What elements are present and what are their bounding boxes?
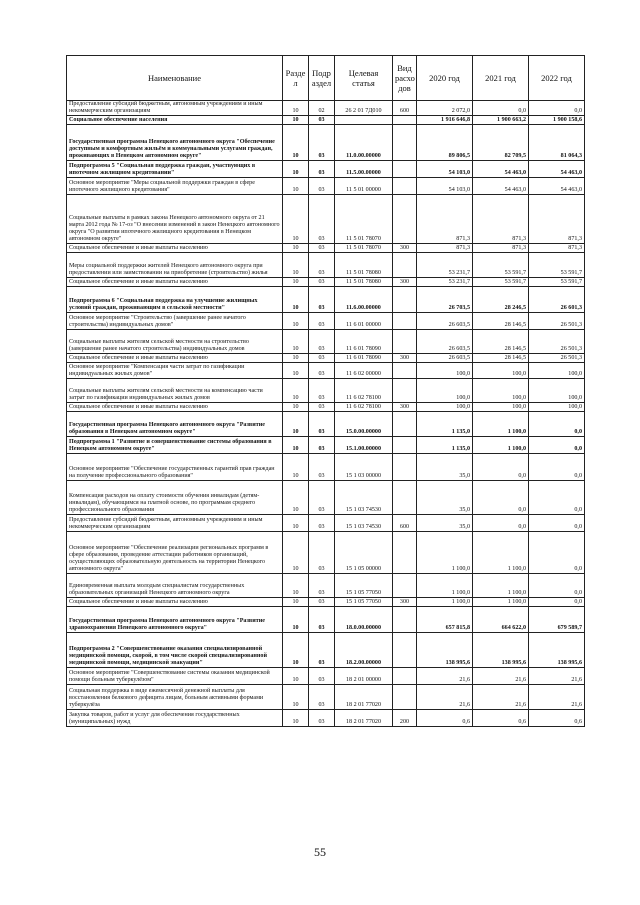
row-name: Основное мероприятие "Обеспечение государственных гарантий прав граждан на получение профессионального образования" [67, 454, 283, 481]
row-subsection: 03 [309, 598, 335, 607]
row-section: 10 [283, 515, 309, 532]
row-subsection: 03 [309, 244, 335, 253]
row-value-2021: 28 146,5 [473, 313, 529, 330]
row-target-article: 11 5 01 78070 [335, 195, 393, 244]
table-row [67, 253, 585, 278]
row-value-2020: 1 100,0 [417, 598, 473, 607]
row-subsection: 03 [309, 253, 335, 278]
row-value-2022: 0,0 [529, 574, 585, 598]
table-row [67, 125, 585, 161]
row-name: Единовременная выплата молодым специалистам государственных образовательных организаций Ненецкого автономного округа [67, 574, 283, 598]
row-name: Социальная поддержка в виде ежемесячной денежной выплаты для восстановления белкового дефицита лицам, больным активными формами туберкулёза [67, 685, 283, 710]
row-target-article: 11 6 01 78090 [335, 330, 393, 354]
row-value-2021: 53 591,7 [473, 278, 529, 287]
row-subsection: 03 [309, 454, 335, 481]
row-value-2021: 28 246,5 [473, 287, 529, 313]
row-subsection: 03 [309, 607, 335, 633]
table-row [67, 412, 585, 437]
table-row [67, 481, 585, 515]
header-name: Наименование [67, 56, 283, 101]
row-subsection: 03 [309, 532, 335, 574]
row-section: 10 [283, 403, 309, 412]
row-value-2022: 26 501,3 [529, 313, 585, 330]
row-value-2021: 1 100,0 [473, 437, 529, 454]
row-value-2021: 28 146,5 [473, 330, 529, 354]
row-target-article: 15.0.00.00000 [335, 412, 393, 437]
row-subsection: 03 [309, 668, 335, 685]
row-expense-type [393, 178, 417, 195]
row-name: Подпрограмма 5 "Социальная поддержка граждан, участвующих в ипотечном жилищном кредитовании" [67, 161, 283, 178]
table-row [67, 668, 585, 685]
row-value-2021: 871,3 [473, 244, 529, 253]
table-row [67, 178, 585, 195]
row-target-article: 11.5.00.00000 [335, 161, 393, 178]
row-value-2020: 0,6 [417, 710, 473, 727]
row-name: Предоставление субсидий бюджетным, автономным учреждениям и иным некоммерческим организациям [67, 101, 283, 116]
row-value-2020: 54 103,0 [417, 161, 473, 178]
row-value-2022: 53 591,7 [529, 253, 585, 278]
row-value-2021: 1 100,0 [473, 532, 529, 574]
row-section: 10 [283, 195, 309, 244]
page-number: 55 [314, 845, 326, 859]
row-name: Социальное обеспечение и иные выплаты населению [67, 278, 283, 287]
row-target-article: 11 5 01 78080 [335, 253, 393, 278]
row-expense-type: 600 [393, 101, 417, 116]
row-subsection: 03 [309, 633, 335, 668]
row-subsection: 03 [309, 161, 335, 178]
row-value-2022: 0,0 [529, 412, 585, 437]
row-section: 10 [283, 481, 309, 515]
row-target-article: 18.2.00.00000 [335, 633, 393, 668]
row-value-2020: 26 603,5 [417, 313, 473, 330]
header-subsection: Подр аздел [309, 56, 335, 101]
row-name: Социальные выплаты жителям сельской местности на компенсацию части затрат по газификации индивидуальных жилых домов [67, 379, 283, 403]
row-expense-type [393, 161, 417, 178]
row-value-2021: 0,0 [473, 515, 529, 532]
row-expense-type [393, 607, 417, 633]
header-year-2021: 2021 год [473, 56, 529, 101]
row-value-2022: 26 601,3 [529, 287, 585, 313]
row-value-2020: 35,0 [417, 481, 473, 515]
row-subsection: 03 [309, 403, 335, 412]
row-expense-type [393, 454, 417, 481]
table-row [67, 244, 585, 253]
row-value-2022: 21,6 [529, 668, 585, 685]
row-name: Основное мероприятие "Обеспечение реализации региональных программ в сфере образования, проведение аттестации работников организаций, осуществляющих образовательную деятельность на территории Ненецкого автономного округа" [67, 532, 283, 574]
row-value-2022: 100,0 [529, 379, 585, 403]
row-value-2020: 100,0 [417, 363, 473, 379]
row-expense-type [393, 685, 417, 710]
row-subsection: 03 [309, 515, 335, 532]
row-name: Предоставление субсидий бюджетным, автономным учреждениям и иным некоммерческим организациям [67, 515, 283, 532]
table-row [67, 532, 585, 574]
row-value-2020: 26 703,5 [417, 287, 473, 313]
row-section: 10 [283, 685, 309, 710]
row-value-2020: 35,0 [417, 454, 473, 481]
row-value-2022: 0,0 [529, 437, 585, 454]
row-name: Основное мероприятие "Совершенствование системы оказания медицинской помощи больным туберкулёзом" [67, 668, 283, 685]
table-row [67, 454, 585, 481]
row-value-2020: 138 995,6 [417, 633, 473, 668]
row-section: 10 [283, 363, 309, 379]
row-section: 10 [283, 437, 309, 454]
row-value-2020: 871,3 [417, 195, 473, 244]
row-target-article: 11 5 01 78080 [335, 278, 393, 287]
table-body [67, 101, 585, 727]
row-subsection: 03 [309, 710, 335, 727]
row-value-2020: 2 072,0 [417, 101, 473, 116]
row-value-2020: 35,0 [417, 515, 473, 532]
row-expense-type [393, 116, 417, 125]
row-value-2020: 871,3 [417, 244, 473, 253]
row-subsection: 03 [309, 363, 335, 379]
row-section: 10 [283, 161, 309, 178]
row-section: 10 [283, 125, 309, 161]
row-value-2020: 1 135,0 [417, 437, 473, 454]
header-year-2020: 2020 год [417, 56, 473, 101]
row-value-2021: 1 100,0 [473, 574, 529, 598]
row-value-2022: 21,6 [529, 685, 585, 710]
row-section: 10 [283, 244, 309, 253]
header-expense-type: Вид расхо дов [393, 56, 417, 101]
row-subsection: 03 [309, 195, 335, 244]
row-value-2021: 100,0 [473, 363, 529, 379]
row-value-2022: 26 501,3 [529, 354, 585, 363]
row-section: 10 [283, 354, 309, 363]
row-subsection: 03 [309, 278, 335, 287]
row-section: 10 [283, 574, 309, 598]
row-subsection: 03 [309, 481, 335, 515]
row-section: 10 [283, 287, 309, 313]
row-section: 10 [283, 633, 309, 668]
row-value-2022: 53 591,7 [529, 278, 585, 287]
row-subsection: 03 [309, 116, 335, 125]
row-subsection: 03 [309, 412, 335, 437]
row-expense-type [393, 125, 417, 161]
row-section: 10 [283, 253, 309, 278]
row-value-2020: 1 135,0 [417, 412, 473, 437]
row-target-article: 11 5 01 00000 [335, 178, 393, 195]
row-name: Основное мероприятие "Строительство (завершение ранее начатого строительства) индивидуальных домов" [67, 313, 283, 330]
row-value-2022: 0,6 [529, 710, 585, 727]
table-row [67, 403, 585, 412]
budget-table [66, 55, 585, 727]
row-target-article [335, 116, 393, 125]
row-value-2022: 679 589,7 [529, 607, 585, 633]
row-target-article: 18 2 01 77020 [335, 685, 393, 710]
row-expense-type: 300 [393, 598, 417, 607]
row-target-article: 11.0.00.00000 [335, 125, 393, 161]
row-section: 10 [283, 454, 309, 481]
row-section: 10 [283, 598, 309, 607]
table-row [67, 363, 585, 379]
row-value-2021: 871,3 [473, 195, 529, 244]
row-name: Подпрограмма 6 "Социальная поддержка на улучшение жилищных условий граждан, проживающим в сельской местности" [67, 287, 283, 313]
row-value-2021: 0,6 [473, 710, 529, 727]
row-value-2022: 871,3 [529, 195, 585, 244]
row-expense-type [393, 668, 417, 685]
row-target-article: 15 1 03 74530 [335, 515, 393, 532]
row-name: Социальное обеспечение и иные выплаты населению [67, 403, 283, 412]
row-expense-type [393, 379, 417, 403]
row-expense-type [393, 633, 417, 668]
row-name: Социальное обеспечение и иные выплаты населению [67, 598, 283, 607]
table-row [67, 710, 585, 727]
row-expense-type: 300 [393, 278, 417, 287]
row-value-2020: 100,0 [417, 379, 473, 403]
row-value-2020: 657 815,8 [417, 607, 473, 633]
row-subsection: 03 [309, 313, 335, 330]
row-value-2022: 0,0 [529, 481, 585, 515]
row-value-2022: 1 900 158,6 [529, 116, 585, 125]
row-expense-type [393, 437, 417, 454]
row-expense-type: 300 [393, 244, 417, 253]
row-section: 10 [283, 379, 309, 403]
row-subsection: 03 [309, 125, 335, 161]
row-section: 10 [283, 178, 309, 195]
row-value-2020: 53 231,7 [417, 278, 473, 287]
row-value-2020: 53 231,7 [417, 253, 473, 278]
row-value-2022: 54 463,0 [529, 178, 585, 195]
header-target-article: Целевая статья [335, 56, 393, 101]
row-value-2020: 21,6 [417, 668, 473, 685]
row-target-article: 11 6 01 00000 [335, 313, 393, 330]
table-row [67, 330, 585, 354]
row-name: Социальное обеспечение и иные выплаты населению [67, 354, 283, 363]
row-value-2022: 0,0 [529, 101, 585, 116]
row-value-2021: 100,0 [473, 379, 529, 403]
row-expense-type [393, 412, 417, 437]
row-value-2020: 26 603,5 [417, 330, 473, 354]
row-section: 10 [283, 607, 309, 633]
row-value-2021: 82 709,5 [473, 125, 529, 161]
row-name: Государственная программа Ненецкого автономного округа "Развитие здравоохранения Ненецкого автономного округа" [67, 607, 283, 633]
row-value-2022: 0,0 [529, 515, 585, 532]
table-row [67, 195, 585, 244]
row-value-2021: 1 100,0 [473, 598, 529, 607]
row-section: 10 [283, 330, 309, 354]
row-expense-type [393, 330, 417, 354]
row-target-article: 11 6 02 78100 [335, 379, 393, 403]
row-value-2021: 1 100,0 [473, 412, 529, 437]
row-expense-type [393, 532, 417, 574]
table-row [67, 278, 585, 287]
row-section: 10 [283, 101, 309, 116]
table-row [67, 437, 585, 454]
table-row [67, 598, 585, 607]
row-name: Меры социальной поддержки жителей Ненецкого автономного округа при предоставлении или заимствовании на приобретение (строительство) жилья [67, 253, 283, 278]
row-value-2022: 0,0 [529, 454, 585, 481]
row-value-2022: 81 064,3 [529, 125, 585, 161]
row-target-article: 15 1 05 77050 [335, 574, 393, 598]
row-value-2022: 26 501,3 [529, 330, 585, 354]
row-section: 10 [283, 532, 309, 574]
row-value-2022: 100,0 [529, 363, 585, 379]
row-name: Подпрограмма 2 "Совершенствование оказания специализированной медицинской помощи, скорой, в том числе скорой специализированной медицинской помощи, медицинской эвакуации" [67, 633, 283, 668]
row-name: Социальное обеспечение и иные выплаты населению [67, 244, 283, 253]
table-row [67, 313, 585, 330]
row-value-2020: 1 916 646,8 [417, 116, 473, 125]
row-value-2021: 0,0 [473, 101, 529, 116]
row-subsection: 03 [309, 685, 335, 710]
row-value-2022: 54 463,0 [529, 161, 585, 178]
row-target-article: 15 1 03 00000 [335, 454, 393, 481]
row-name: Социальное обеспечение населения [67, 116, 283, 125]
row-target-article: 11 6 02 00000 [335, 363, 393, 379]
row-value-2022: 0,0 [529, 598, 585, 607]
row-name: Подпрограмма 1 "Развитие и совершенствование системы образования в Ненецком автономном округе" [67, 437, 283, 454]
table-row [67, 379, 585, 403]
row-value-2022: 0,0 [529, 532, 585, 574]
row-value-2022: 100,0 [529, 403, 585, 412]
row-value-2021: 21,6 [473, 668, 529, 685]
table-row [67, 161, 585, 178]
row-subsection: 03 [309, 574, 335, 598]
row-value-2021: 21,6 [473, 685, 529, 710]
row-value-2021: 54 463,0 [473, 178, 529, 195]
row-target-article: 11.6.00.00000 [335, 287, 393, 313]
row-name: Социальные выплаты жителям сельской местности на строительство (завершение ранее начатого строительства) индивидуальных домов [67, 330, 283, 354]
row-name: Основное мероприятие "Меры социальной поддержки граждан в сфере ипотечного жилищного кредитования" [67, 178, 283, 195]
table-row [67, 515, 585, 532]
table-row [67, 685, 585, 710]
row-name: Закупка товаров, работ и услуг для обеспечения государственных (муниципальных) нужд [67, 710, 283, 727]
row-value-2021: 53 591,7 [473, 253, 529, 278]
row-name: Социальные выплаты в рамках закона Ненецкого автономного округа от 21 марта 2012 года № 17-оз "О внесении изменений в закон Ненецкого автономного округа "О развитии ипотечного жилищного кредитования в Ненецком автономном округе" [67, 195, 283, 244]
row-target-article: 11 6 01 78090 [335, 354, 393, 363]
row-expense-type [393, 574, 417, 598]
row-subsection: 03 [309, 437, 335, 454]
row-expense-type: 200 [393, 710, 417, 727]
row-value-2021: 0,0 [473, 481, 529, 515]
row-section: 10 [283, 710, 309, 727]
row-value-2021: 28 146,5 [473, 354, 529, 363]
row-name: Компенсация расходов на оплату стоимости обучения инвалидам (детям-инвалидам), обучающимся на платной основе, по программам среднего профессионального образования [67, 481, 283, 515]
row-target-article: 15.1.00.00000 [335, 437, 393, 454]
row-section: 10 [283, 313, 309, 330]
table-row [67, 354, 585, 363]
row-value-2021: 138 995,6 [473, 633, 529, 668]
table-row [67, 116, 585, 125]
table-row [67, 101, 585, 116]
row-target-article: 11 5 01 78070 [335, 244, 393, 253]
header-section: Разде л [283, 56, 309, 101]
row-name: Государственная программа Ненецкого автономного округа "Обеспечение доступным и комфортным жильём и коммунальными услугами граждан, проживающих в Ненецком автономном округе" [67, 125, 283, 161]
row-expense-type [393, 253, 417, 278]
row-expense-type: 300 [393, 403, 417, 412]
row-value-2020: 54 103,0 [417, 178, 473, 195]
row-subsection: 03 [309, 354, 335, 363]
row-target-article: 18 2 01 77020 [335, 710, 393, 727]
row-value-2020: 26 603,5 [417, 354, 473, 363]
row-value-2022: 871,3 [529, 244, 585, 253]
row-value-2020: 100,0 [417, 403, 473, 412]
header-year-2022: 2022 год [529, 56, 585, 101]
row-section: 10 [283, 116, 309, 125]
row-expense-type [393, 363, 417, 379]
row-target-article: 15 1 05 00000 [335, 532, 393, 574]
row-subsection: 03 [309, 330, 335, 354]
table-row [67, 287, 585, 313]
row-value-2021: 664 622,0 [473, 607, 529, 633]
row-target-article: 15 1 05 77050 [335, 598, 393, 607]
row-value-2022: 138 995,6 [529, 633, 585, 668]
row-name: Государственная программа Ненецкого автономного округа "Развитие образования в Ненецком автономном округе" [67, 412, 283, 437]
row-expense-type [393, 195, 417, 244]
row-subsection: 03 [309, 379, 335, 403]
row-value-2020: 21,6 [417, 685, 473, 710]
table-header-row [67, 56, 585, 101]
row-expense-type [393, 313, 417, 330]
table-row [67, 633, 585, 668]
row-expense-type: 300 [393, 354, 417, 363]
table-row [67, 607, 585, 633]
row-expense-type [393, 481, 417, 515]
row-value-2020: 89 806,5 [417, 125, 473, 161]
row-target-article: 15 1 03 74530 [335, 481, 393, 515]
row-expense-type: 600 [393, 515, 417, 532]
row-section: 10 [283, 412, 309, 437]
row-target-article: 11 6 02 78100 [335, 403, 393, 412]
row-value-2020: 1 100,0 [417, 574, 473, 598]
row-subsection: 02 [309, 101, 335, 116]
row-value-2021: 1 900 663,2 [473, 116, 529, 125]
row-expense-type [393, 287, 417, 313]
row-value-2021: 0,0 [473, 454, 529, 481]
row-section: 10 [283, 278, 309, 287]
table-row [67, 574, 585, 598]
row-target-article: 18 2 01 00000 [335, 668, 393, 685]
row-subsection: 03 [309, 287, 335, 313]
row-value-2020: 1 100,0 [417, 532, 473, 574]
row-value-2021: 54 463,0 [473, 161, 529, 178]
row-subsection: 03 [309, 178, 335, 195]
row-name: Основное мероприятие "Компенсация части затрат по газификации индивидуальных жилых домов" [67, 363, 283, 379]
row-target-article: 26 2 01 7Д010 [335, 101, 393, 116]
row-target-article: 18.0.00.00000 [335, 607, 393, 633]
row-section: 10 [283, 668, 309, 685]
row-value-2021: 100,0 [473, 403, 529, 412]
